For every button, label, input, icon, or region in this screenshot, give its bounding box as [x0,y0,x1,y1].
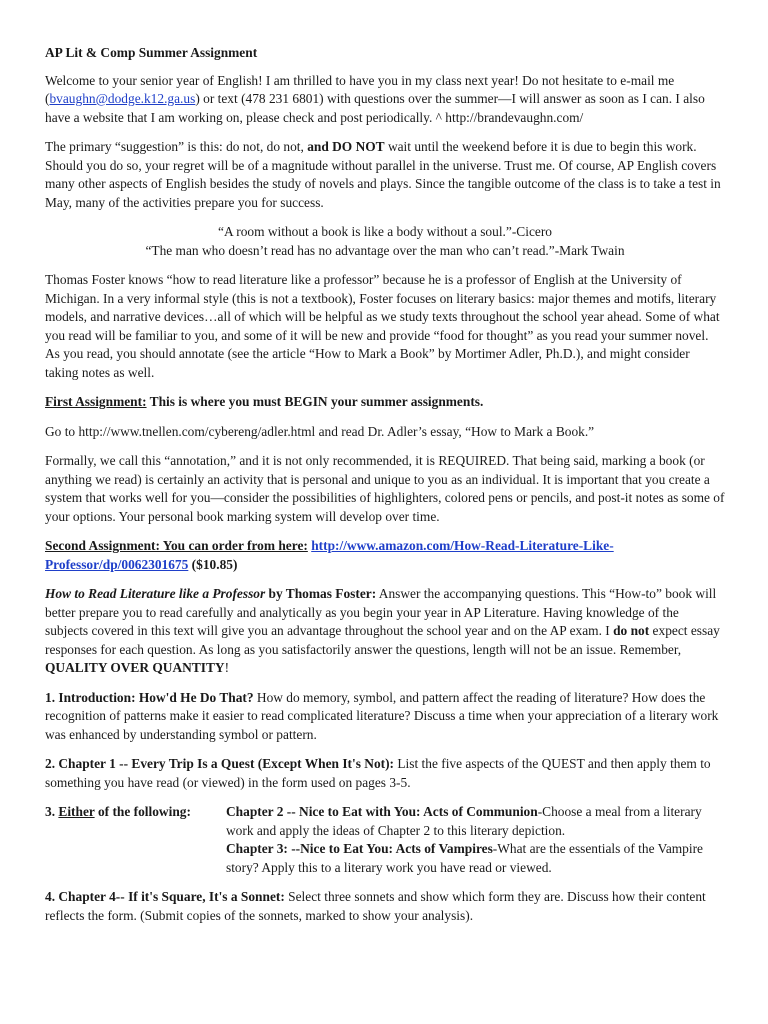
either-underlined: Either [58,804,95,819]
amazon-link[interactable]: http://www.amazon.com/How-Read-Literature-Like-Professor/dp/0062301675 [45,538,614,572]
email-link[interactable]: bvaughn@dodge.k12.ga.us [49,91,196,106]
question-4 [45,888,725,925]
welcome-paragraph [45,72,725,128]
book-title: How to Read Literature like a Professor [45,586,266,601]
how-to-paragraph [45,585,725,678]
question-1-label: 1. Introduction: How'd He Do That? [45,689,254,705]
quality-emphasis: QUALITY OVER QUANTITY [45,660,225,675]
primary-suggestion-paragraph [45,138,725,212]
question-4-text: Select three sonnets and show which form they are. Discuss how their content reflects the form. (Submit copies of the sonnets, marked to show your analysis). [45,889,706,923]
question-1-text: How do memory, symbol, and pattern affect the reading of literature? How does the recognition of patterns make it easier to read complicated literature? Discuss a time when your appreciation of a literary work was enhanced by understanding symbol or pattern. [45,689,719,742]
document-body [45,44,725,936]
question-2-text: List the five aspects of the QUEST and then apply them to something you have read (or viewed) in the form used on pages 3-5. [45,756,711,790]
how-to-end: ! [224,660,230,675]
question-3 [45,803,725,877]
quotes-block [45,223,725,260]
question-3-options [226,803,725,877]
second-assignment-heading [45,537,725,574]
second-assignment-label: Second Assignment: You can order from here: [45,538,308,553]
how-to-text-2: expect essay responses for each question. As long as you satisfactorily answer the questions, length will not be an issue. Remember, [45,623,720,657]
first-assignment-text: This is where you must BEGIN your summer assignments. [146,394,484,409]
foster-intro-paragraph: Thomas Foster knows “how to read literature like a professor” because he is a professor of English at the University of Michigan. In a very informal style (this is not a textbook), Foster focuses on literary basics: major themes and motifs, literary models, and narrative devices…all of which will be helpful as we study texts throughout the school year ahead. Some of what you read will be familiar to you, and some of it will be new and provide “food for thought” as you read your summer novel. As you read, you should annotate (see the article “How to Mark a Book” by Mortimer Adler, Ph.D.), and might consider taking notes as well. [45,272,720,380]
chapter-2-label: Chapter 2 -- Nice to Eat with You: Acts of Communion [226,804,538,819]
primary-text-2: wait until the weekend before it is due to begin this work. Should you do so, your regret will be of a magnitude without parallel in the universe. Trust me. Of course, AP English covers many other aspects of English besides the study of novels and plays. Since the tangible outcome of the class is to take a test in May, many of the activities prepare you for success. [45,139,721,210]
book-author: by Thomas Foster: [265,586,377,601]
question-3-rest: of the following: [94,804,191,819]
question-3-label [45,803,226,877]
primary-bold: and DO NOT [307,139,385,154]
chapter-3-text: -What are the essentials of the Vampire story? Apply this to a literary work you have read or viewed. [226,841,703,875]
chapter-2-text: -Choose a meal from a literary work and apply the ideas of Chapter 2 to this literary depiction. [226,804,702,838]
how-to-text-1: Answer the accompanying questions. This “How-to” book will better prepare you to read carefully and analytically as you begin your year in AP Literature. Having knowledge of the subjects covered in this text will give you an advantage throughout the school year and on the AP exam. I [45,586,717,638]
go-to-paragraph: Go to http://www.tnellen.com/cybereng/adler.html and read Dr. Adler’s essay, “How to Mark a Book.” [45,423,595,439]
question-1 [45,689,725,745]
primary-text-1: The primary “suggestion” is this: do not, do not, [45,139,308,154]
first-assignment-heading [45,393,725,412]
question-2 [45,755,725,792]
do-not-emphasis: do not [613,623,650,638]
first-assignment-label: First Assignment: [45,394,147,409]
chapter-3-label: Chapter 3: --Nice to Eat You: Acts of Vampires [226,841,493,856]
welcome-text-2: ) or text (478 231 6801) with questions over the summer—I will answer as soon as I can. I also have a website that I am working on, please check and post periodically. ^ http://brandevaughn.com/ [45,91,705,125]
option-chapter-2 [226,803,725,840]
option-chapter-3 [226,840,725,877]
annotation-paragraph: Formally, we call this “annotation,” and it is not only recommended, it is REQUIRED. That being said, marking a book (or anything we read) is certainly an activity that is personal and unique to you as an individual. It is important that you create a system that works well for you—consider the possibilities of highlighters, colored pens or pencils, and post-it notes as some of your options. Your personal book marking system will develop over time. [45,453,725,524]
question-2-label: 2. Chapter 1 -- Every Trip Is a Quest (Except When It's Not): [45,756,395,771]
question-4-label: 4. Chapter 4-- If it's Square, It's a Sonnet: [45,889,285,904]
quote-twain: “The man who doesn’t read has no advantage over the man who can’t read.”-Mark Twain [145,242,625,258]
question-3-number: 3. [45,804,59,819]
book-price: ($10.85) [188,556,238,572]
quote-cicero: “A room without a book is like a body without a soul.”-Cicero [218,224,552,239]
page-title: AP Lit & Comp Summer Assignment [45,45,258,60]
welcome-text-1: Welcome to your senior year of English! I am thrilled to have you in my class next year! Do not hesitate to e-mail me ( [45,72,675,106]
